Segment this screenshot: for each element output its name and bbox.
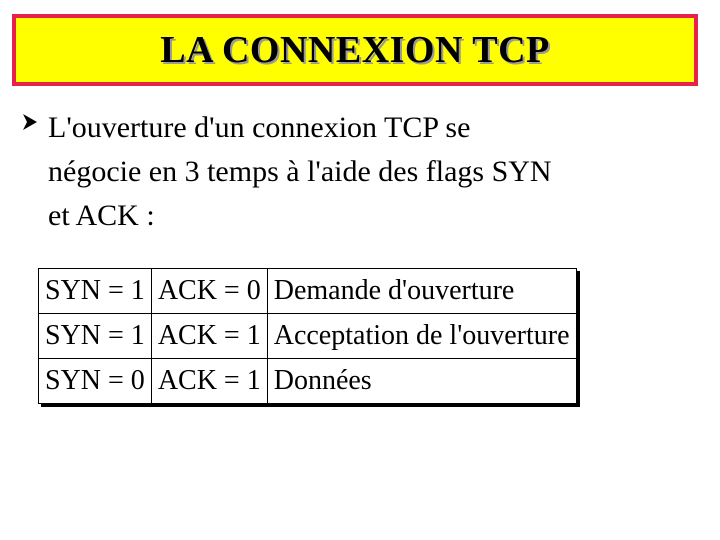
ack-cell: ACK = 0 xyxy=(151,269,267,314)
table-row xyxy=(39,314,577,359)
arrow-bullet-icon xyxy=(20,112,40,132)
syn-cell: SYN = 1 xyxy=(39,314,152,359)
bullet-text: L'ouverture d'un connexion TCP se négocie en 3 temps à l'aide des flags SYN et ACK : xyxy=(48,111,552,232)
title-banner xyxy=(12,14,698,86)
description-cell: Acceptation de l'ouverture xyxy=(267,314,576,359)
syn-cell: SYN = 0 xyxy=(39,359,152,404)
table-row xyxy=(39,359,577,404)
flags-table xyxy=(38,268,577,404)
page-title: LA CONNEXION TCP xyxy=(160,29,550,71)
table-row xyxy=(39,269,577,314)
bullet-paragraph xyxy=(20,106,700,238)
description-cell: Demande d'ouverture xyxy=(267,269,576,314)
ack-cell: ACK = 1 xyxy=(151,314,267,359)
description-cell: Données xyxy=(267,359,576,404)
syn-cell: SYN = 1 xyxy=(39,269,152,314)
ack-cell: ACK = 1 xyxy=(151,359,267,404)
